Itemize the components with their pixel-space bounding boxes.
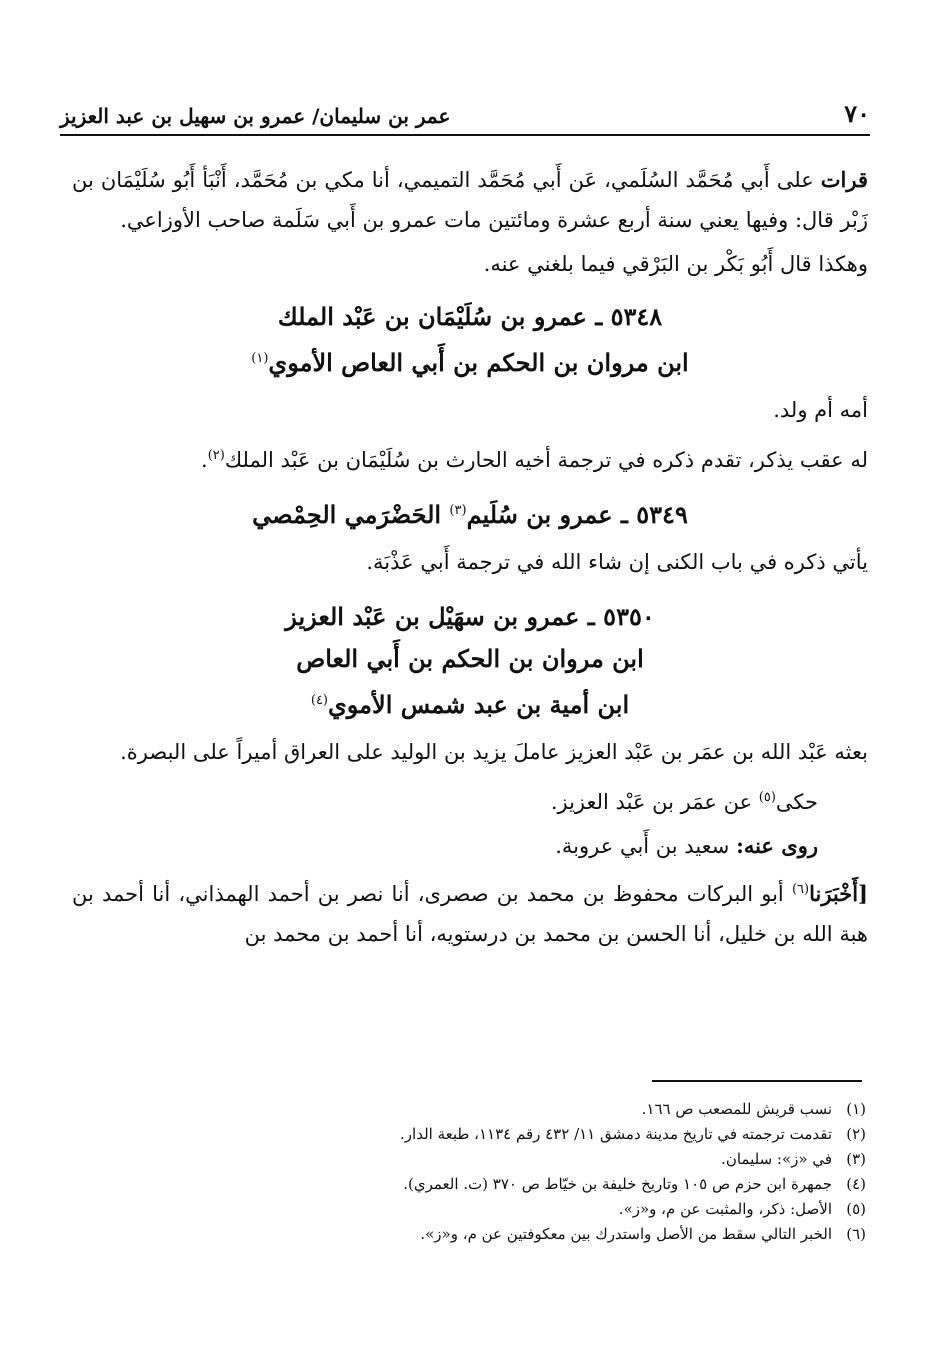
paragraph-5: يأتي ذكره في باب الكنى إن شاء الله في ترجمة أَبي عَذْبَة.	[366, 550, 868, 574]
page-number: ٧٠	[844, 99, 870, 128]
paragraph-1	[72, 160, 868, 240]
entry-title-text: ابن مروان بن الحكم بن أَبي العاص الأموي	[268, 348, 689, 377]
footnote-text: الأصل: ذكر، والمثبت عن م، و«ز».	[618, 1200, 832, 1218]
entry-title-line: ٥٣٤٨ ـ عمرو بن سُلَيْمَان بن عَبْد الملك	[277, 302, 663, 331]
footnote-divider	[652, 1080, 862, 1082]
footnote-item	[72, 1197, 866, 1222]
footnote-ref: (٥)	[758, 790, 776, 805]
entry-title-line	[72, 680, 868, 726]
footnote-number: (٢)	[846, 1125, 866, 1143]
entry-title-line: ابن مروان بن الحكم بن أَبي العاص	[296, 644, 644, 673]
footnote-number: (٥)	[846, 1200, 866, 1218]
footnote-item	[72, 1147, 866, 1172]
footnote-ref: (٤)	[310, 693, 328, 708]
running-title: عمر بن سليمان/ عمرو بن سهيل بن عبد العزيز	[60, 104, 451, 128]
entry-heading-5349	[72, 490, 868, 536]
footnotes	[72, 1097, 866, 1247]
main-text	[72, 160, 868, 954]
footnote-ref: (٣)	[449, 503, 467, 518]
paragraph-end: .	[201, 448, 208, 472]
footnote-ref: (٢)	[207, 448, 225, 463]
paragraph-3: أمه أم ولد.	[773, 398, 868, 422]
entry-title-text: ابن أمية بن عبد شمس الأموي	[328, 690, 630, 719]
entry-heading-5350	[72, 596, 868, 726]
footnote-text: في «ز»: سليمان.	[721, 1150, 832, 1168]
paragraph-text: أبو البركات محفوظ بن محمد بن صصرى، أنا نصر بن أحمد الهمذاني، أنا أحمد بن هبة الله بن خليل، أنا الحسن بن محمد بن درستويه، أنا أحمد بن محمد بن	[72, 882, 868, 946]
entry-title-line	[72, 338, 868, 384]
paragraph-4	[72, 436, 868, 480]
footnote-number: (٦)	[846, 1225, 866, 1243]
paragraph-lead: قرات	[820, 167, 868, 192]
footnote-number: (٤)	[846, 1175, 866, 1193]
paragraph-text: حكى	[775, 790, 818, 814]
footnote-item	[72, 1222, 866, 1247]
entry-heading-5348	[72, 296, 868, 384]
paragraph-7	[72, 778, 868, 822]
footnote-ref: (١)	[251, 351, 269, 366]
paragraph-8	[72, 826, 868, 866]
footnote-number: (١)	[846, 1100, 866, 1118]
footnote-item	[72, 1122, 866, 1147]
paragraph-2: وهكذا قال أَبُو بَكْر بن البَرْقي فيما بلغني عنه.	[483, 252, 868, 276]
footnote-item	[72, 1097, 866, 1122]
paragraph-text: عن عمَر بن عَبْد العزيز.	[550, 790, 759, 814]
page-header	[60, 88, 870, 136]
paragraph-lead: روى عنه:	[736, 833, 818, 858]
entry-title-text: ٥٣٤٩ ـ عمرو بن سُلَيم	[466, 500, 688, 529]
paragraph-lead: [أَخْبَرَنا	[809, 881, 868, 906]
entry-title-line	[72, 490, 868, 536]
paragraph-text: على أَبي مُحَمَّد السُلَمي، عَن أَبي مُحَمَّد التميمي، أنا مكي بن مُحَمَّد، أَنْبَأ أَبُو سُلَيْمَان بن زَبْر قال: وفيها يعني سنة أربع عشرة ومائتين مات عمرو بن أَبي سَلَمة صاحب الأوزاعي.	[72, 168, 868, 232]
paragraph-9	[72, 870, 868, 954]
footnote-text: الخبر التالي سقط من الأصل واستدرك بين معكوفتين عن م، و«ز».	[420, 1225, 832, 1243]
paragraph-6: بعثه عَبْد الله بن عمَر بن عَبْد العزيز عاملَ يزيد بن الوليد على العراق أميراً على البصرة.	[120, 740, 868, 764]
entry-title-text: الحَضْرَمي الحِمْصي	[252, 500, 450, 529]
footnote-text: نسب قريش للمصعب ص ١٦٦.	[641, 1100, 832, 1118]
footnote-text: تقدمت ترجمته في تاريخ مدينة دمشق ١١/ ٤٣٢ رقم ١١٣٤، طبعة الدار.	[400, 1125, 832, 1143]
entry-title-line: ٥٣٥٠ ـ عمرو بن سهَيْل بن عَبْد العزيز	[285, 602, 655, 631]
footnote-number: (٣)	[846, 1150, 866, 1168]
paragraph-text: سعيد بن أَبي عروبة.	[555, 834, 737, 858]
footnote-text: جمهرة ابن حزم ص ١٠٥ وتاريخ خليفة بن خيّاط ص ٣٧٠ (ت. العمري).	[403, 1175, 832, 1193]
footnote-ref: (٦)	[791, 882, 810, 897]
paragraph-text: له عقب يذكر، تقدم ذكره في ترجمة أخيه الحارث بن سُلَيْمَان بن عَبْد الملك	[224, 448, 868, 472]
footnote-item	[72, 1172, 866, 1197]
